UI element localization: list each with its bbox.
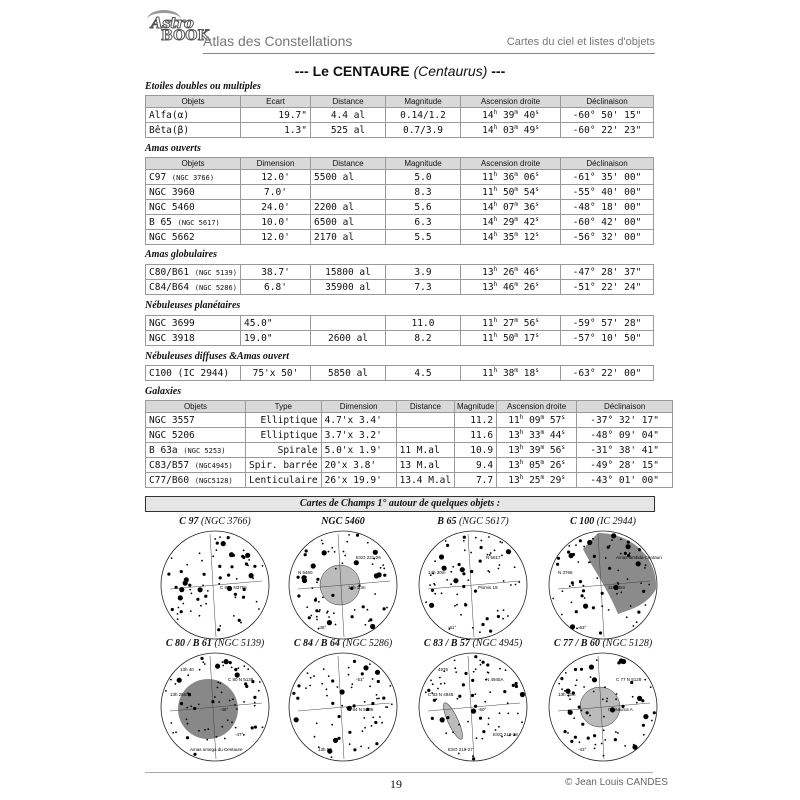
table-cell: 11$^h$ 36$^m$ 06$^s$	[461, 170, 561, 185]
section-title-globulaires: Amas globulaires	[145, 249, 217, 260]
map-label: -63°	[578, 625, 587, 630]
table-cell: Elliptique	[246, 413, 322, 428]
table-row	[146, 443, 673, 458]
map-label: 13h 50	[318, 747, 332, 752]
cartes-title: Cartes de Champs 1° autour de quelques objets :	[145, 496, 655, 512]
table-cell: 5.5	[386, 230, 461, 245]
table-cell: -59° 57' 28"	[561, 316, 654, 331]
map-label: 13h 40	[180, 667, 194, 672]
table-cell: 38.7'	[241, 265, 311, 280]
section-title-doubles: Etoiles doubles ou multiples	[145, 81, 261, 92]
table-cell: 2600 al	[311, 331, 386, 346]
map-label: 14h 10m	[348, 585, 366, 590]
map-label: 11h 40m	[608, 585, 626, 590]
map-title: B 65 (NGC 5617)	[437, 516, 509, 527]
table-cell: 1.3"	[241, 123, 311, 138]
table-cell: 13$^h$ 26$^m$ 46$^s$	[461, 265, 561, 280]
table-cell: 0.14/1.2	[386, 108, 461, 123]
map-label: -51°	[356, 677, 365, 682]
table-cell: 13$^h$ 33$^m$ 44$^s$	[497, 428, 577, 443]
column-header: Objets	[146, 96, 241, 108]
table-doubles	[145, 95, 654, 138]
table-header-row	[146, 96, 654, 108]
column-header: Ecart	[241, 96, 311, 108]
table-cell: 13$^h$ 46$^m$ 26$^s$	[461, 280, 561, 295]
table-row	[146, 280, 654, 295]
table-cell: 6500 al	[311, 215, 386, 230]
column-header: Magnitude	[455, 401, 497, 413]
column-header: Objets	[146, 158, 241, 170]
column-header: Ascension droite	[461, 96, 561, 108]
table-row	[146, 185, 654, 200]
table-cell: -60° 50' 15"	[561, 108, 654, 123]
map-label: ESO 219-28	[493, 732, 518, 737]
table-cell	[396, 428, 454, 443]
table-cell: Spir. barrée	[246, 458, 322, 473]
table-cell: -43° 01' 00"	[577, 473, 673, 488]
table-row	[146, 366, 654, 381]
map-label: C 80 N 5139	[228, 677, 254, 682]
column-header: Type	[246, 401, 322, 413]
table-row	[146, 200, 654, 215]
column-header: Déclinaison	[561, 158, 654, 170]
table-cell: 13$^h$ 25$^m$ 29$^s$	[497, 473, 577, 488]
table-row	[146, 108, 654, 123]
table-cell: 45.0"	[241, 316, 311, 331]
table-cell: -37° 32' 17"	[577, 413, 673, 428]
table-cell	[396, 413, 454, 428]
map-title: C 77 / B 60 (NGC 5128)	[553, 638, 653, 649]
table-cell: 11.2	[455, 413, 497, 428]
page-number: 19	[390, 777, 402, 791]
header-atlas-title: Atlas des Constellations	[203, 33, 353, 49]
map-label: ESO 221-26	[356, 555, 381, 560]
column-header: Ascension droite	[497, 401, 577, 413]
table-cell: 11.6	[455, 428, 497, 443]
table-cell: 2200 al	[311, 200, 386, 215]
table-row	[146, 230, 654, 245]
table-cell: C77/B60 (NGC5128)	[146, 473, 246, 488]
map-label: Amas omega du Centaure	[190, 747, 243, 752]
table-cell: -48° 18' 00"	[561, 200, 654, 215]
column-header: Magnitude	[386, 96, 461, 108]
table-cell: Spirale	[246, 443, 322, 458]
map-title: C 100 (IC 2944)	[570, 516, 636, 527]
map-label: -61°	[448, 625, 457, 630]
table-cell: -49° 28' 15"	[577, 458, 673, 473]
table-cell: 6.8'	[241, 280, 311, 295]
table-cell: 11$^h$ 38$^m$ 18$^s$	[461, 366, 561, 381]
table-cell: 14$^h$ 29$^m$ 42$^s$	[461, 215, 561, 230]
page-title: --- Le CENTAURE (Centaurus) ---	[294, 63, 506, 79]
table-cell: 13.4 M.al	[396, 473, 454, 488]
astrobook-logo: Astro BOOK	[145, 8, 203, 50]
table-cell: 5.0	[386, 170, 461, 185]
map-label: C 84 N 5286	[348, 707, 374, 712]
table-galaxies	[145, 400, 673, 488]
table-cell: 525 al	[311, 123, 386, 138]
table-cell: 14$^h$ 39$^m$ 40$^s$	[461, 108, 561, 123]
column-header: Objets	[146, 401, 246, 413]
map-label: -43°	[578, 747, 587, 752]
table-cell: C100 (IC 2944)	[146, 366, 241, 381]
column-header: Déclinaison	[577, 401, 673, 413]
map-label: -50°	[478, 707, 487, 712]
table-cell: 35900 al	[311, 280, 386, 295]
page-header	[145, 8, 655, 50]
table-cell: -51° 22' 24"	[561, 280, 654, 295]
map-label: -47°	[235, 732, 244, 737]
section-title-ouverts: Amas ouverts	[145, 143, 201, 154]
map-label: C 83 N 4945	[428, 692, 454, 697]
table-cell: NGC 5206	[146, 428, 246, 443]
table-row	[146, 473, 673, 488]
section-title-planetaires: Nébuleuses planétaires	[145, 300, 241, 311]
table-row	[146, 215, 654, 230]
map-label: Pismis 19	[478, 585, 498, 590]
header-subtitle: Cartes du ciel et listes d'objets	[506, 36, 655, 48]
table-cell: 20'x 3.8'	[321, 458, 396, 473]
table-cell: 6.3	[386, 215, 461, 230]
table-cell: NGC 3918	[146, 331, 241, 346]
map-label: 13h 25m	[558, 692, 576, 697]
table-cell: 11$^h$ 50$^m$ 17$^s$	[461, 331, 561, 346]
table-cell: 5500 al	[311, 170, 386, 185]
table-cell: NGC 5460	[146, 200, 241, 215]
table-cell: 11$^h$ 09$^m$ 57$^s$	[497, 413, 577, 428]
table-cell: 12.0'	[241, 230, 311, 245]
table-cell: 4.5	[386, 366, 461, 381]
table-cell: Lenticulaire	[246, 473, 322, 488]
table-cell: 5.0'x 1.9'	[321, 443, 396, 458]
table-cell: 12.0'	[241, 170, 311, 185]
table-cell: 19.7"	[241, 108, 311, 123]
star-field-map	[150, 651, 280, 763]
table-globulaires	[145, 264, 654, 295]
column-header: Distance	[311, 96, 386, 108]
table-cell: 10.0'	[241, 215, 311, 230]
table-diffuses	[145, 365, 654, 381]
table-row	[146, 123, 654, 138]
table-row	[146, 458, 673, 473]
map-title: C 83 / B 57 (NGC 4945)	[423, 638, 523, 649]
table-cell: -60° 42' 00"	[561, 215, 654, 230]
table-cell: 14$^h$ 07$^m$ 36$^s$	[461, 200, 561, 215]
column-header: Dimension	[321, 401, 396, 413]
table-cell: -61° 35' 00"	[561, 170, 654, 185]
star-field-map	[408, 651, 538, 763]
table-row	[146, 331, 654, 346]
table-cell: 11 M.al	[396, 443, 454, 458]
table-cell: 0.7/3.9	[386, 123, 461, 138]
copyright: © Jean Louis CANDES	[565, 777, 668, 788]
table-cell: -60° 22' 23"	[561, 123, 654, 138]
table-cell: 4.4 al	[311, 108, 386, 123]
table-cell: -56° 32' 00"	[561, 230, 654, 245]
column-header: Déclinaison	[561, 96, 654, 108]
table-cell: 10.9	[455, 443, 497, 458]
star-field-map	[278, 651, 408, 763]
table-cell: 13 M.al	[396, 458, 454, 473]
table-cell: -48° 09' 04"	[577, 428, 673, 443]
table-cell: 75'x 50'	[241, 366, 311, 381]
table-cell: 7.3	[386, 280, 461, 295]
table-row	[146, 413, 673, 428]
column-header: Magnitude	[386, 158, 461, 170]
table-cell: 9.4	[455, 458, 497, 473]
map-label: N 4945A	[486, 677, 504, 682]
table-row	[146, 428, 673, 443]
table-cell: 14$^h$ 03$^m$ 49$^s$	[461, 123, 561, 138]
table-cell: 3.7'x 3.2'	[321, 428, 396, 443]
table-cell: 19.0"	[241, 331, 311, 346]
table-cell: NGC 5662	[146, 230, 241, 245]
map-label: 13h 25m	[170, 692, 188, 697]
table-cell: 7.0'	[241, 185, 311, 200]
table-cell: -31° 38' 41"	[577, 443, 673, 458]
table-cell: 4.7'x 3.4'	[321, 413, 396, 428]
star-field-map	[538, 651, 668, 763]
table-cell: C84/B64 (NGC 5286)	[146, 280, 241, 295]
section-title-galaxies: Galaxies	[145, 386, 182, 397]
table-cell: 2170 al	[311, 230, 386, 245]
table-ouverts	[145, 157, 654, 245]
table-cell: C97 (NGC 3766)	[146, 170, 241, 185]
table-cell: Elliptique	[246, 428, 322, 443]
table-cell: 15800 al	[311, 265, 386, 280]
table-cell: 13$^h$ 05$^m$ 26$^s$	[497, 458, 577, 473]
table-planetaires	[145, 315, 654, 346]
map-title: NGC 5460	[321, 516, 365, 527]
map-label: N 3766	[558, 570, 573, 575]
map-title: C 80 / B 61 (NGC 5139)	[165, 638, 265, 649]
map-label: C 77 N 5128	[616, 677, 642, 682]
table-cell: 11.0	[386, 316, 461, 331]
star-field-map	[278, 529, 408, 641]
table-cell	[311, 185, 386, 200]
map-label: C 97 - N3766	[220, 585, 247, 590]
table-cell: NGC 3960	[146, 185, 241, 200]
column-header: Distance	[396, 401, 454, 413]
table-cell: C83/B57 (NGC4945)	[146, 458, 246, 473]
map-label: -46°	[220, 707, 229, 712]
table-cell: 11$^h$ 50$^m$ 54$^s$	[461, 185, 561, 200]
map-label: 14h 30m	[428, 570, 446, 575]
map-label: ESO 219-27	[448, 747, 473, 752]
star-field-map	[150, 529, 280, 641]
table-cell	[311, 316, 386, 331]
table-row	[146, 170, 654, 185]
column-header: Distance	[311, 158, 386, 170]
table-row	[146, 316, 654, 331]
map-label: N 5460	[298, 570, 313, 575]
table-cell: -55° 40' 00"	[561, 185, 654, 200]
table-cell: -63° 22' 00"	[561, 366, 654, 381]
table-cell: 26'x 19.9'	[321, 473, 396, 488]
map-label: Centaurus A	[608, 707, 633, 712]
table-cell: 8.3	[386, 185, 461, 200]
map-label: -48°	[318, 625, 327, 630]
star-field-map	[538, 529, 668, 641]
table-cell: 3.9	[386, 265, 461, 280]
column-header: Ascension droite	[461, 158, 561, 170]
table-cell: NGC 3557	[146, 413, 246, 428]
table-cell: -57° 10' 50"	[561, 331, 654, 346]
table-cell: 24.0'	[241, 200, 311, 215]
table-cell: -47° 28' 37"	[561, 265, 654, 280]
table-header-row	[146, 158, 654, 170]
map-title: C 84 / B 64 (NGC 5286)	[293, 638, 393, 649]
table-header-row	[146, 401, 673, 413]
table-cell: 7.7	[455, 473, 497, 488]
star-field-map	[408, 529, 538, 641]
table-cell: 14$^h$ 35$^m$ 12$^s$	[461, 230, 561, 245]
table-cell: B 65 (NGC 5617)	[146, 215, 241, 230]
table-cell: B 63a (NGC 5253)	[146, 443, 246, 458]
map-label: 4976	[438, 667, 449, 672]
map-title: C 97 (NGC 3766)	[179, 516, 251, 527]
table-cell: NGC 3699	[146, 316, 241, 331]
section-title-diffuses: Nébuleuses diffuses &Amas ouvert	[145, 351, 289, 362]
table-cell: 8.2	[386, 331, 461, 346]
column-header: Dimension	[241, 158, 311, 170]
map-label: Amas lambda Centauri	[616, 555, 662, 560]
table-row	[146, 265, 654, 280]
table-cell: 13$^h$ 39$^m$ 56$^s$	[497, 443, 577, 458]
table-cell: 5850 al	[311, 366, 386, 381]
table-cell: 5.6	[386, 200, 461, 215]
table-cell: 11$^h$ 27$^m$ 56$^s$	[461, 316, 561, 331]
map-label: N 5617	[486, 555, 501, 560]
table-cell: C80/B61 (NGC 5139)	[146, 265, 241, 280]
table-cell: Alfa(α)	[146, 108, 241, 123]
table-cell: Bêta(β)	[146, 123, 241, 138]
